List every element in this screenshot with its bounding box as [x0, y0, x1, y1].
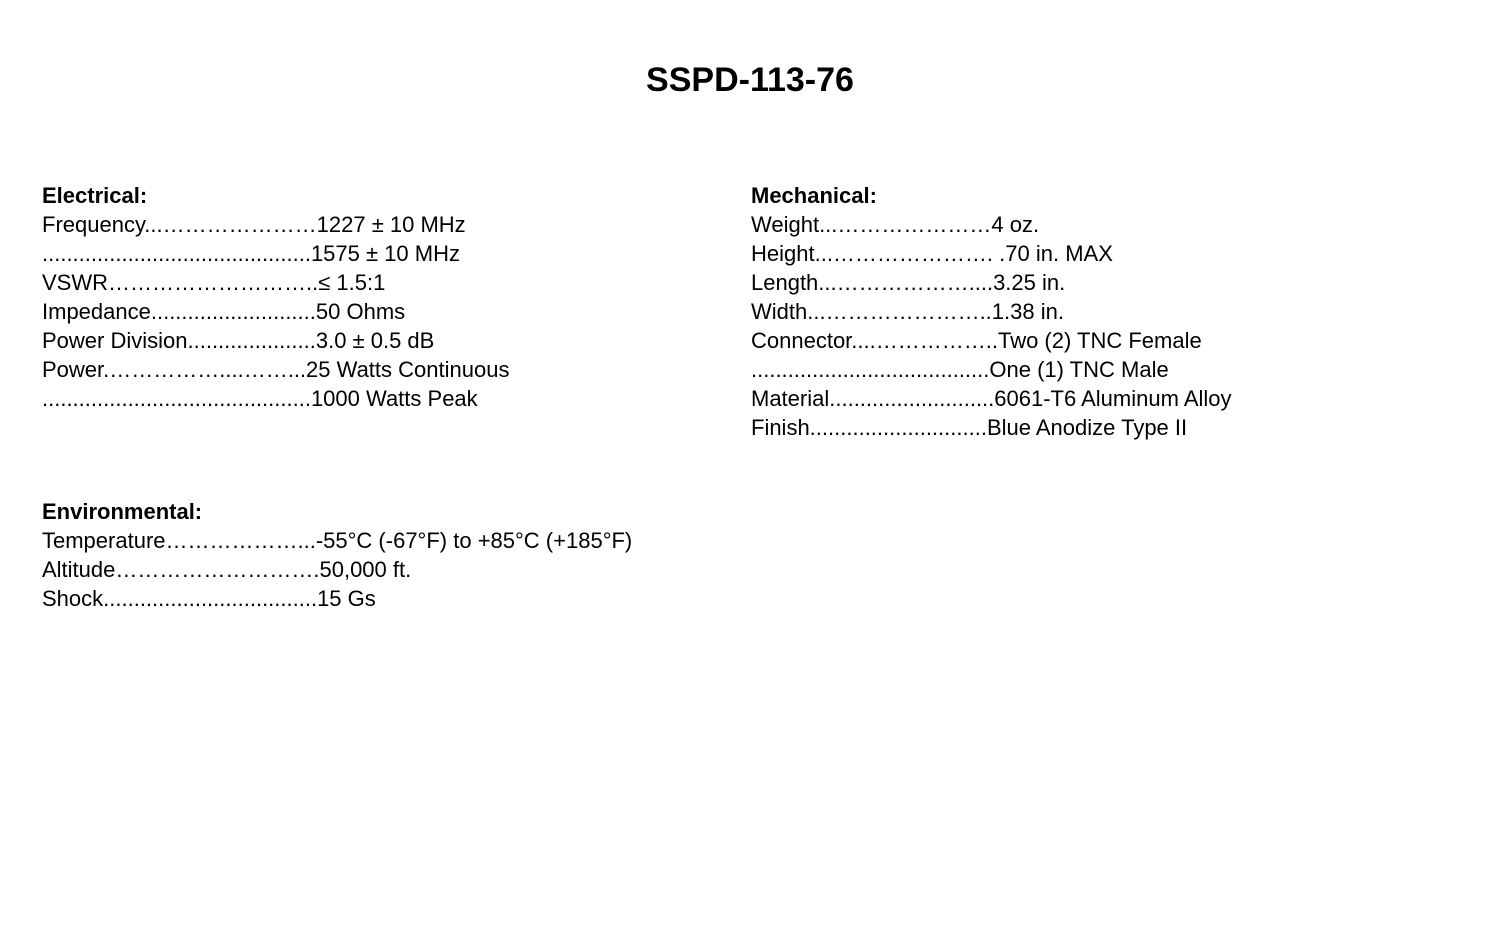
electrical-heading: Electrical:: [42, 183, 148, 208]
mechanical-connector-line: Connector....……………..Two (2) TNC Female: [751, 328, 1202, 353]
mechanical-length-line: Length...………………....3.25 in.: [751, 270, 1066, 295]
mechanical-heading: Mechanical:: [751, 183, 877, 208]
electrical-power-division-line: Power Division.....................3.0 ± 0.5 dB: [42, 328, 435, 353]
electrical-vswr-line: VSWR………………………..≤ 1.5:1: [42, 270, 386, 295]
electrical-frequency-line-2: ............................................1575 ± 10 MHz: [42, 241, 460, 266]
electrical-frequency-line: Frequency...…………………1227 ± 10 MHz: [42, 212, 466, 237]
mechanical-weight-line: Weight...…………………4 oz.: [751, 212, 1040, 237]
mechanical-section: [751, 181, 1232, 442]
mechanical-height-line: Height...…………………. .70 in. MAX: [751, 241, 1113, 266]
environmental-temperature-line: Temperature………………...-55°C (-67°F) to +85°C (+185°F): [42, 528, 633, 553]
electrical-power-peak-line: ............................................1000 Watts Peak: [42, 386, 478, 411]
mechanical-material-line: Material...........................6061-T6 Aluminum Alloy: [751, 386, 1232, 411]
environmental-shock-line: Shock...................................15 Gs: [42, 586, 376, 611]
document-title: SSPD-113-76: [646, 61, 854, 99]
mechanical-finish-line: Finish.............................Blue Anodize Type II: [751, 415, 1188, 440]
mechanical-width-line: Width...…………………..1.38 in.: [751, 299, 1064, 324]
electrical-impedance-line: Impedance...........................50 Ohms: [42, 299, 406, 324]
environmental-heading: Environmental:: [42, 499, 203, 524]
electrical-power-line: Power.……………....……...25 Watts Continuous: [42, 357, 510, 382]
environmental-altitude-line: Altitude……………………….50,000 ft.: [42, 557, 412, 582]
environmental-section: [42, 497, 632, 613]
mechanical-connector-line-2: .......................................One (1) TNC Male: [751, 357, 1169, 382]
electrical-section: [42, 181, 509, 413]
